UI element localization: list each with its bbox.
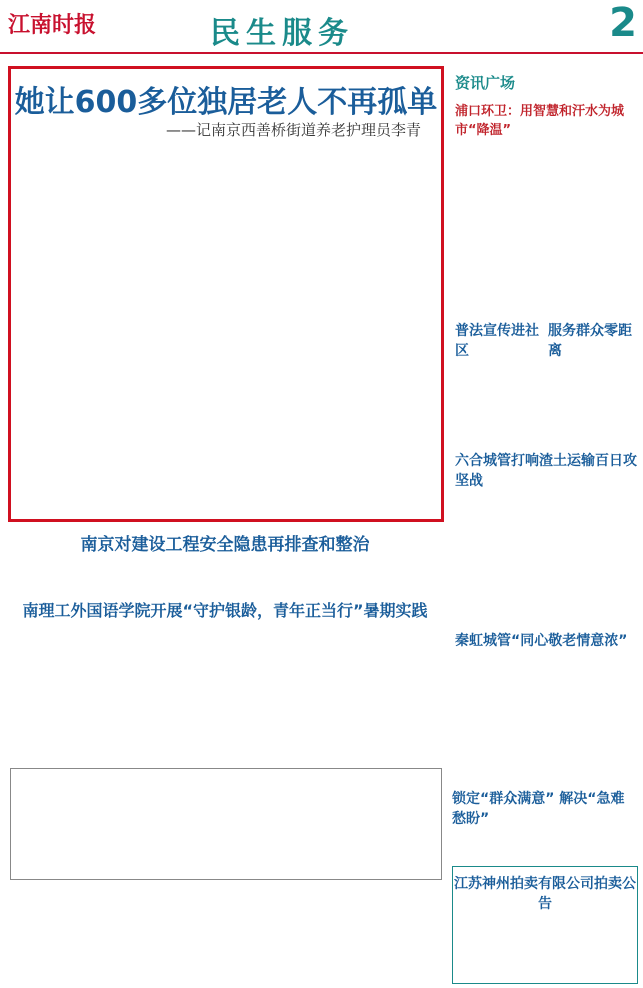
section-title: 民生服务: [210, 16, 354, 51]
side-headline-1: 浦口环卫：用智慧和汗水为城市“降温”: [455, 104, 625, 138]
feature-article: [8, 66, 444, 522]
page-number: 2: [609, 0, 637, 46]
auction-title: 江苏神州拍卖有限公司拍卖公告: [454, 876, 636, 912]
feature-subheadline: ——记南京西善桥街道养老护理员李青: [165, 121, 421, 139]
auction-notice: [452, 866, 638, 984]
report-table: [10, 768, 442, 880]
side-banner: 资讯广场: [455, 74, 516, 92]
side-headline-6: 锁定“群众满意” 解决“急难愁盼”: [452, 791, 625, 827]
side-headline-2: 普法宣传进社区: [455, 323, 539, 359]
side-headline-4: 六合城管打响渣土运输百日攻坚战: [455, 453, 637, 489]
side-headline-3: 服务群众零距离: [548, 323, 632, 359]
side-headline-5: 秦虹城管“同心敬老情意浓”: [455, 633, 628, 649]
paper-logo: 江南时报: [8, 12, 97, 38]
feature-headline: 她让600多位独居老人不再孤单: [14, 85, 438, 120]
headline-3: 南理工外国语学院开展“守护银龄，青年正当行”暑期实践: [22, 601, 428, 620]
headline-2: 南京对建设工程安全隐患再排查和整治: [80, 535, 370, 555]
masthead: [0, 0, 643, 54]
